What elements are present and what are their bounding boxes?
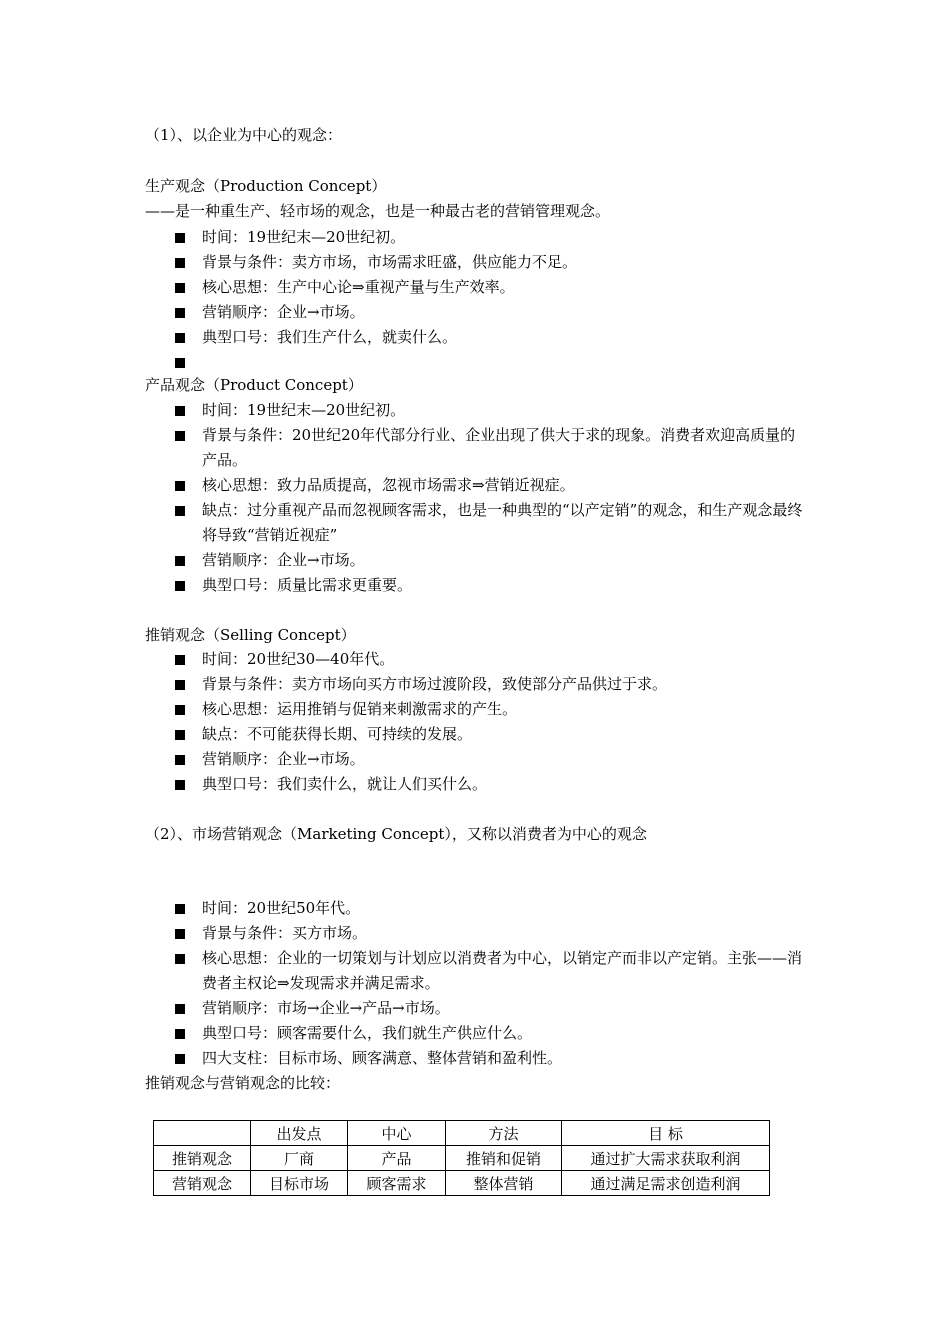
square-bullet-icon: [175, 1054, 185, 1064]
table-cell: 顾客需求: [348, 1171, 446, 1196]
table-cell: 目标市场: [251, 1171, 348, 1196]
list-item-text: 时间：20世纪30—40年代。: [202, 650, 395, 668]
list-item-text: 背景与条件：卖方市场向买方市场过渡阶段，致使部分产品供过于求。: [202, 675, 668, 693]
square-bullet-icon: [175, 755, 185, 765]
list-item-text: 缺点：不可能获得长期、可持续的发展。: [202, 725, 473, 743]
list-item-text: 典型口号：质量比需求更重要。: [202, 576, 413, 594]
square-bullet-icon: [175, 333, 185, 343]
list-item-text: 四大支柱：目标市场、顾客满意、整体营销和盈利性。: [202, 1049, 563, 1067]
list-item-text: 营销顺序：企业→市场。: [202, 750, 365, 768]
comparison-heading: 推销观念与营销观念的比较：: [145, 1074, 341, 1092]
table-header-cell: 中心: [348, 1121, 446, 1146]
square-bullet-icon: [175, 581, 185, 591]
list-item-text: 核心思想：致力品质提高，忽视市场需求⇒营销近视症。: [202, 476, 575, 494]
square-bullet-icon: [175, 705, 185, 715]
list-item-text: 典型口号：顾客需要什么，我们就生产供应什么。: [202, 1024, 533, 1042]
table-cell: 营销观念: [154, 1171, 251, 1196]
square-bullet-icon: [175, 780, 185, 790]
list-item-text: 典型口号：我们卖什么，就让人们买什么。: [202, 775, 488, 793]
list-item-text: 营销顺序：企业→市场。: [202, 303, 365, 321]
square-bullet-icon: [175, 406, 185, 416]
square-bullet-icon: [175, 730, 185, 740]
table-cell: 推销和促销: [446, 1146, 562, 1171]
comparison-table: [153, 1120, 770, 1196]
list-item-text: 典型口号：我们生产什么，就卖什么。: [202, 328, 458, 346]
table-header-cell: [154, 1121, 251, 1146]
square-bullet-icon: [175, 680, 185, 690]
list-item-text: 时间：19世纪末—20世纪初。: [202, 401, 406, 419]
table-row: [154, 1146, 770, 1171]
list-item-text: 背景与条件：卖方市场，市场需求旺盛，供应能力不足。: [202, 253, 578, 271]
square-bullet-icon: [175, 655, 185, 665]
square-bullet-icon: [175, 929, 185, 939]
table-cell: 通过扩大需求获取利润: [562, 1146, 770, 1171]
list-item-text: 背景与条件：买方市场。: [202, 924, 368, 942]
list-item-text: 背景与条件：20世纪20年代部分行业、企业出现了供大于求的现象。消费者欢迎高质量的产品。: [202, 426, 796, 469]
list-item-text: 营销顺序：企业→市场。: [202, 551, 365, 569]
list-item-text: 缺点：过分重视产品而忽视顾客需求，也是一种典型的“以产定销”的观念，和生产观念最终将导致“营销近视症”: [202, 501, 803, 544]
square-bullet-icon: [175, 904, 185, 914]
list-item-text: 核心思想：生产中心论⇒重视产量与生产效率。: [202, 278, 515, 296]
square-bullet-icon: [175, 1004, 185, 1014]
table-header-cell: 方法: [446, 1121, 562, 1146]
table-header-row: [154, 1121, 770, 1146]
square-bullet-icon: [175, 308, 185, 318]
production-concept-title: 生产观念（Production Concept）: [145, 177, 387, 195]
table-cell: 通过满足需求创造利润: [562, 1171, 770, 1196]
production-concept-desc: ——是一种重生产、轻市场的观念，也是一种最古老的营销管理观念。: [145, 202, 611, 220]
table-row: [154, 1171, 770, 1196]
list-item-text: 核心思想：企业的一切策划与计划应以消费者为中心，以销定产而非以产定销。主张——消费者主权论⇒发现需求并满足需求。: [202, 949, 803, 992]
selling-concept-title: 推销观念（Selling Concept）: [145, 626, 356, 644]
list-item-text: 时间：20世纪50年代。: [202, 899, 361, 917]
table-cell: 产品: [348, 1146, 446, 1171]
list-item-text: 核心思想：运用推销与促销来刺激需求的产生。: [202, 700, 518, 718]
product-concept-title: 产品观念（Product Concept）: [145, 376, 363, 394]
square-bullet-icon: [175, 556, 185, 566]
square-bullet-icon: [175, 358, 185, 368]
square-bullet-icon: [175, 233, 185, 243]
section-2-heading: （2）、市场营销观念（Marketing Concept），又称以消费者为中心的观念: [145, 825, 647, 843]
square-bullet-icon: [175, 1029, 185, 1039]
list-item-text: 时间：19世纪末—20世纪初。: [202, 228, 406, 246]
square-bullet-icon: [175, 506, 185, 516]
square-bullet-icon: [175, 481, 185, 491]
list-item-text: 营销顺序：市场→企业→产品→市场。: [202, 999, 450, 1017]
section-1-heading: （1）、以企业为中心的观念：: [145, 126, 343, 144]
table-header-cell: 目 标: [562, 1121, 770, 1146]
table-cell: 厂商: [251, 1146, 348, 1171]
square-bullet-icon: [175, 283, 185, 293]
table-cell: 推销观念: [154, 1146, 251, 1171]
square-bullet-icon: [175, 258, 185, 268]
table-header-cell: 出发点: [251, 1121, 348, 1146]
square-bullet-icon: [175, 431, 185, 441]
square-bullet-icon: [175, 954, 185, 964]
table-cell: 整体营销: [446, 1171, 562, 1196]
